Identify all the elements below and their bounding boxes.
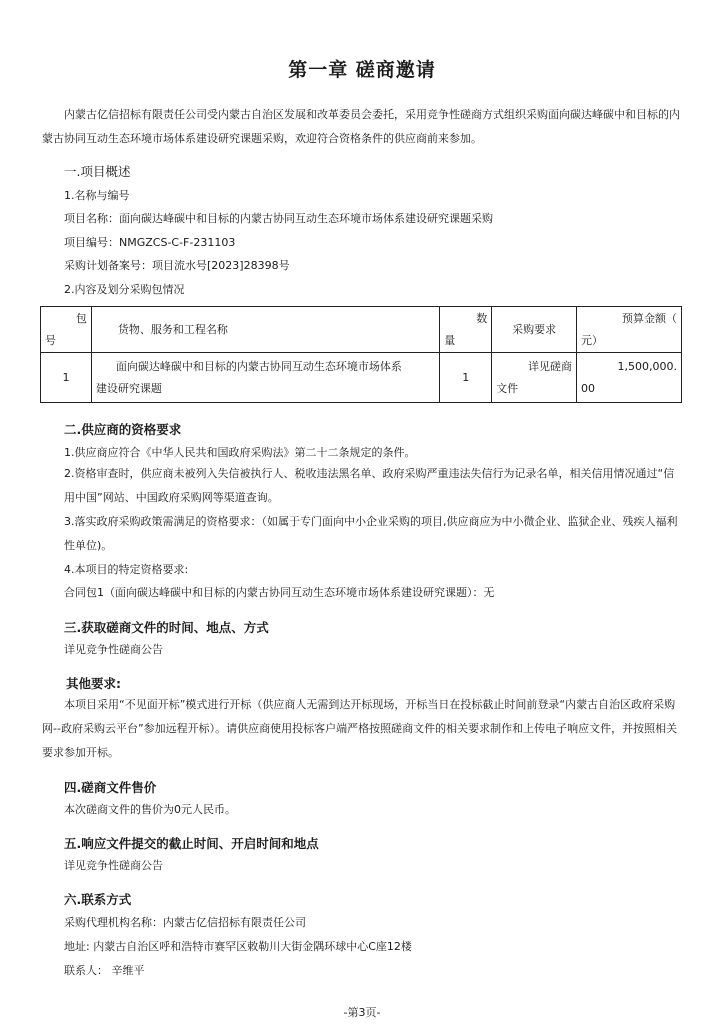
qualification-item-4: 4.本项目的特定资格要求: <box>64 563 189 576</box>
qualification-item-2: 2.资格审查时，供应商未被列入失信被执行人、税收违法黑名单、政府采购严重违法失信行为记录名单，相关信用情况通过“信用中国”网站、中国政府采购网等渠道查询。 <box>64 467 675 504</box>
cell-quantity: 1 <box>440 353 492 403</box>
header-quantity: 数 量 <box>440 307 492 353</box>
section-5-heading: 五.响应文件提交的截止时间、开启时间和地点 <box>64 836 319 851</box>
section-6-heading: 六.联系方式 <box>64 892 132 907</box>
qualification-item-1: 1.供应商应符合《中华人民共和国政府采购法》第二十二条规定的条件。 <box>64 446 416 459</box>
page-title: 第一章 磋商邀请 <box>288 59 436 81</box>
cell-budget: 1,500,000. 00 <box>577 353 682 403</box>
section-2-heading: 二.供应商的资格要求 <box>64 422 182 437</box>
project-name: 项目名称：面向碳达峰碳中和目标的内蒙古协同互动生态环境市场体系建设研究课题采购 <box>64 212 493 225</box>
other-requirements-heading: 其他要求: <box>66 676 121 691</box>
intro-paragraph: 内蒙古亿信招标有限责任公司受内蒙古自治区发展和改革委员会委托，采用竞争性磋商方式组织采购面向碳达峰碳中和目标的内蒙古协同互动生态环境市场体系建设研究课题采购，欢迎符合资格条件的供应商前来参加。 <box>42 108 680 145</box>
section-3-text: 详见竞争性磋商公告 <box>64 643 163 656</box>
section-3-heading: 三.获取磋商文件的时间、地点、方式 <box>64 620 269 635</box>
table-header-row <box>41 307 682 353</box>
page-number: -第3页- <box>343 1006 381 1019</box>
qualification-item-4-detail: 合同包1（面向碳达峰碳中和目标的内蒙古协同互动生态环境市场体系建设研究课题）：无 <box>64 586 495 599</box>
qualification-item-3: 3.落实政府采购政策需满足的资格要求：（如属于专门面向中小企业采购的项目,供应商应为中小微企业、监狱企业、残疾人福利性单位)。 <box>64 515 678 552</box>
section-5-text: 详见竞争性磋商公告 <box>64 859 163 872</box>
plan-number: 采购计划备案号：项目流水号[2023]28398号 <box>64 259 290 272</box>
header-requirement: 采购要求 <box>492 307 577 353</box>
cell-name: 面向碳达峰碳中和目标的内蒙古协同互动生态环境市场体系 建设研究课题 <box>91 353 439 403</box>
package-table <box>40 306 682 403</box>
agency-name: 采购代理机构名称：内蒙古亿信招标有限责任公司 <box>64 916 306 929</box>
agency-address: 地址: 内蒙古自治区呼和浩特市赛罕区敕勒川大街金隅环球中心C座12楼 <box>64 940 412 953</box>
other-requirements-text: 本项目采用“不见面开标”模式进行开标（供应商人无需到达开标现场，开标当日在投标截止时间前登录“内蒙古自治区政府采购网--政府采购云平台”参加远程开标）。请供应商使用投标客户端严格按照磋商文件的相关要求制作和上传电子响应文件，并按照相关要求参加开标。 <box>42 698 678 759</box>
header-package: 包 号 <box>41 307 92 353</box>
header-name: 货物、服务和工程名称 <box>91 307 439 353</box>
table-row <box>41 353 682 403</box>
cell-requirement: 详见磋商 文件 <box>492 353 577 403</box>
section-4-text: 本次磋商文件的售价为0元人民币。 <box>64 803 236 816</box>
section-1-sub2: 2.内容及划分采购包情况 <box>64 283 185 296</box>
section-1-heading: 一.项目概述 <box>64 164 131 179</box>
section-4-heading: 四.磋商文件售价 <box>64 780 157 795</box>
cell-package: 1 <box>41 353 92 403</box>
project-number: 项目编号：NMGZCS-C-F-231103 <box>64 236 236 249</box>
header-budget: 预算金额（ 元） <box>577 307 682 353</box>
contact-person: 联系人： 辛维平 <box>64 964 145 977</box>
section-1-sub1: 1.名称与编号 <box>64 189 130 202</box>
